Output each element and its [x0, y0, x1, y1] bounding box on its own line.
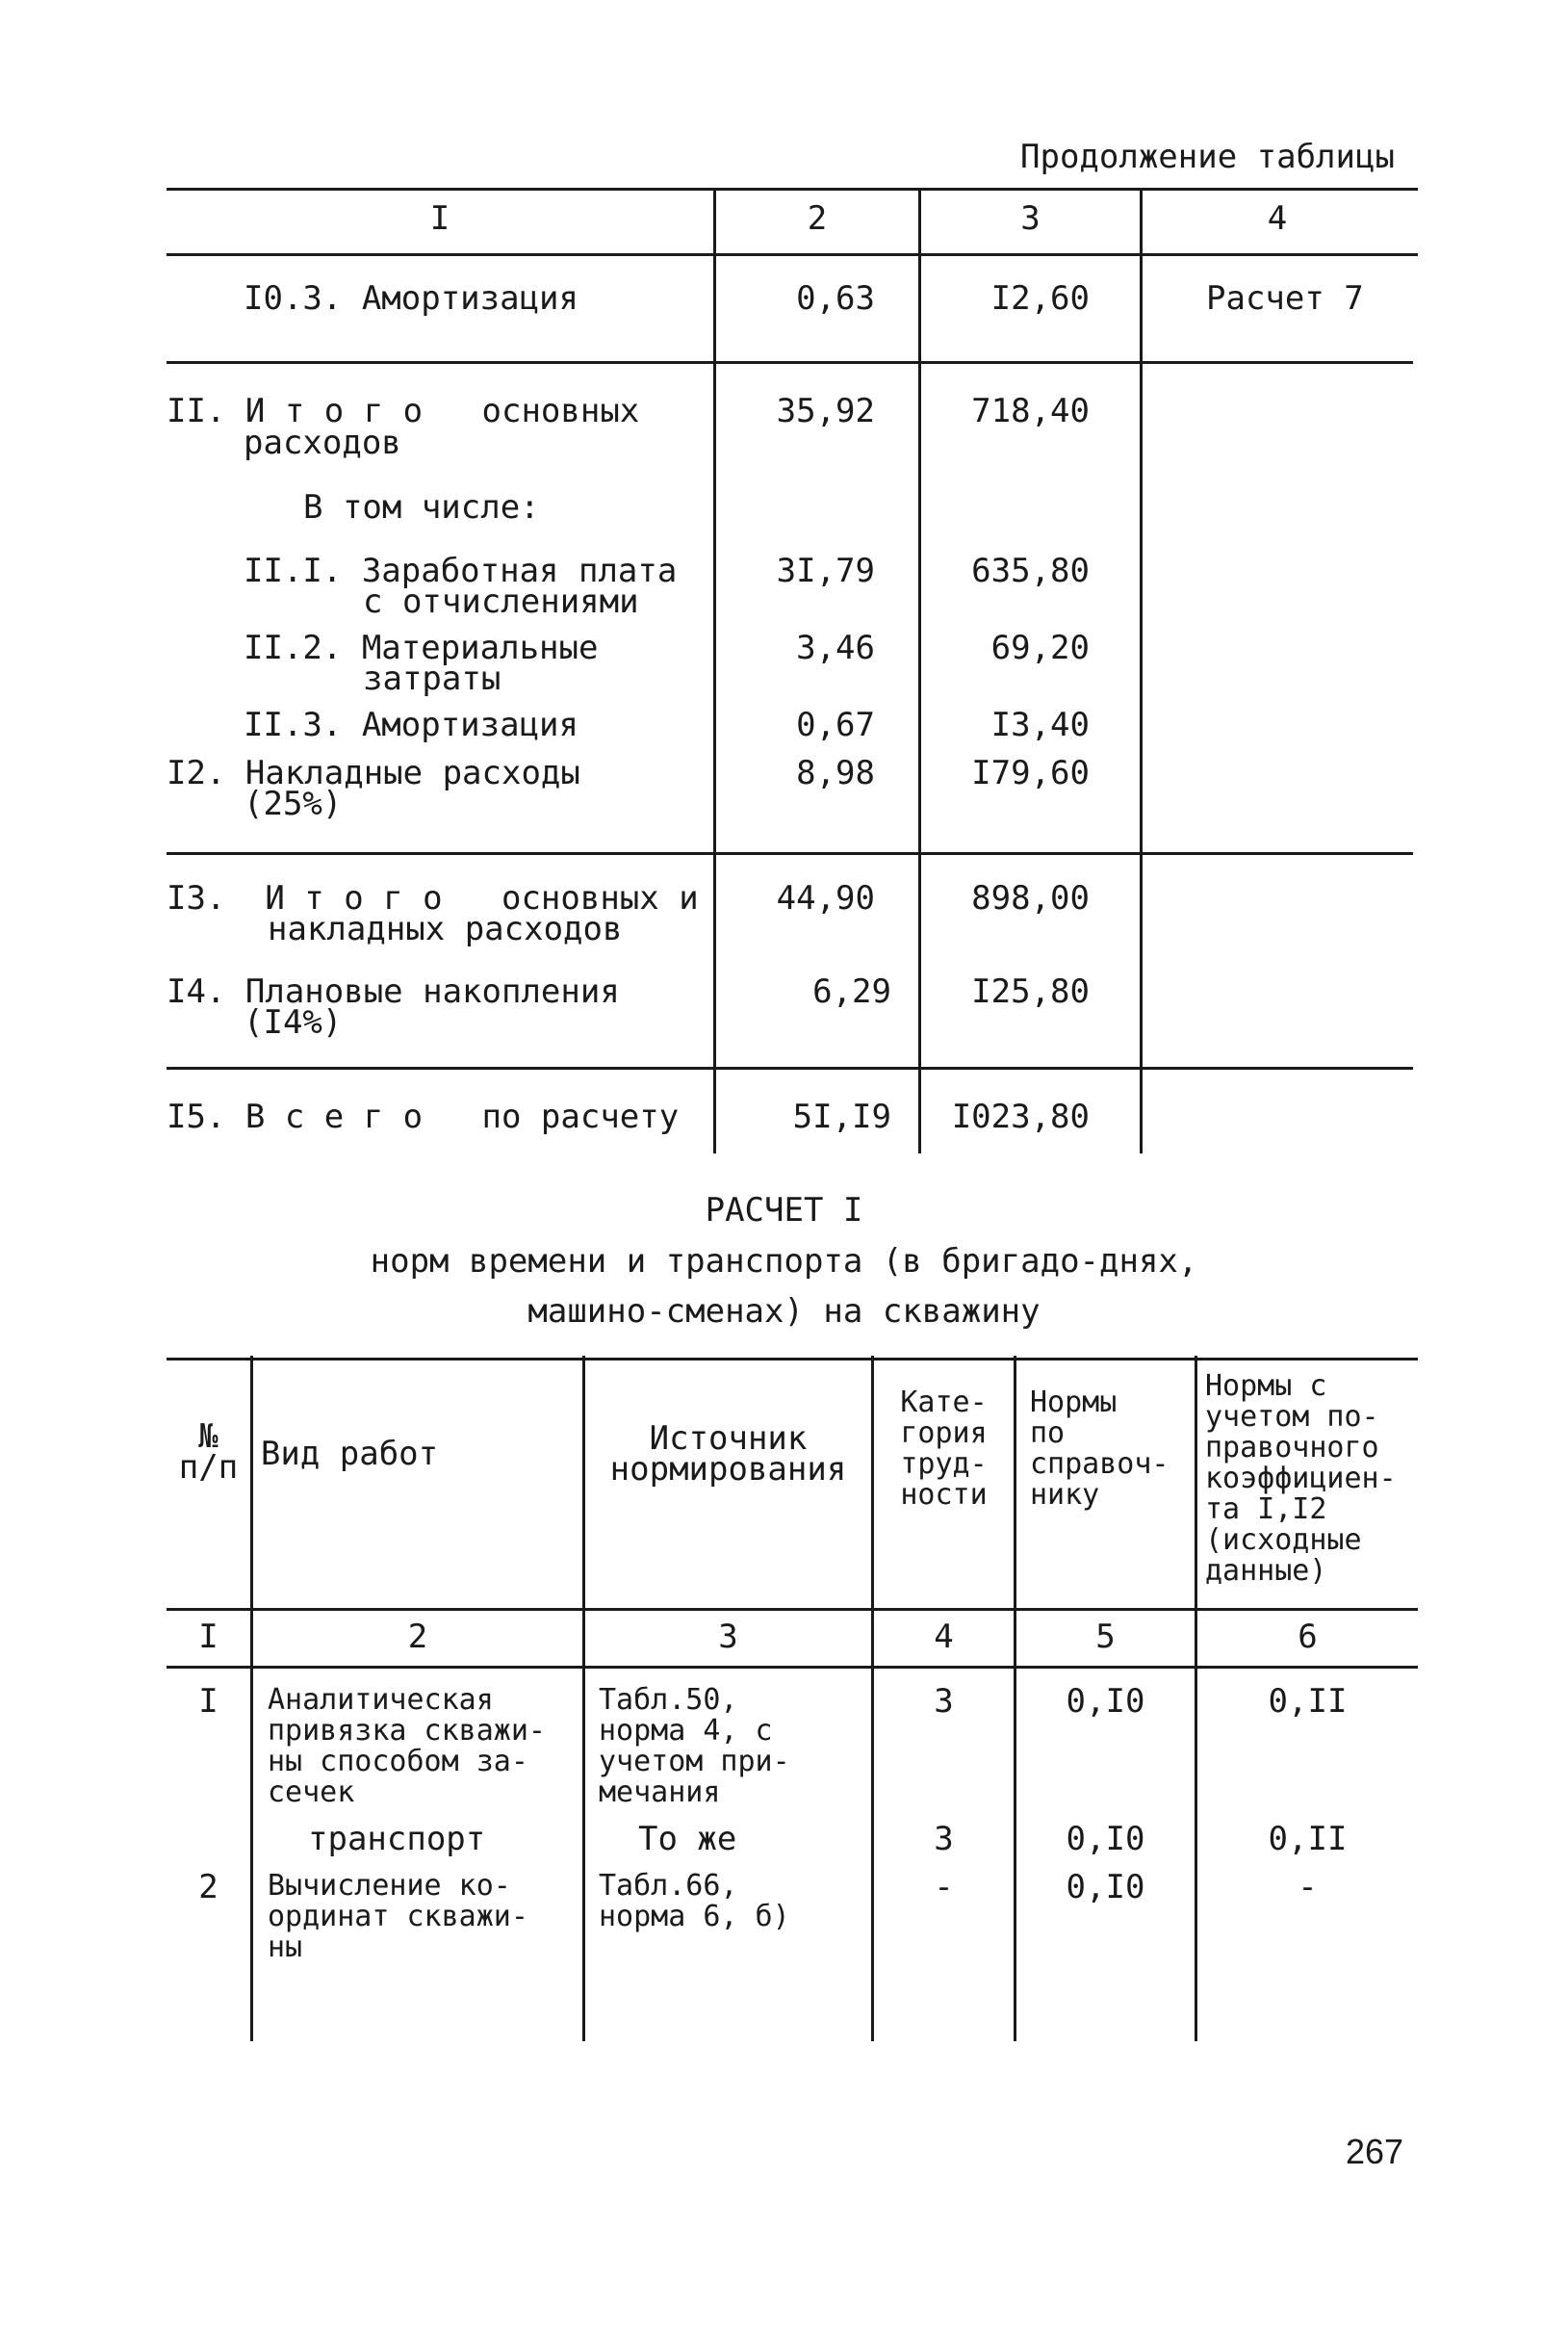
header-adjusted-norms: Нормы с	[1205, 1369, 1327, 1403]
header-norms: по	[1030, 1416, 1066, 1450]
row-value-2: 6,29	[812, 972, 891, 1011]
header-adjusted-norms: (исходные	[1205, 1523, 1362, 1557]
column-number: 4	[934, 1618, 954, 1656]
header-category: труд-	[900, 1447, 988, 1481]
row-work: сечек	[268, 1775, 355, 1809]
column-number: 6	[1298, 1618, 1318, 1656]
header-norms: нику	[1030, 1478, 1100, 1512]
column-divider	[918, 188, 921, 1153]
table-top-rule	[167, 188, 1418, 191]
continuation-label: Продолжение таблицы	[1020, 138, 1395, 176]
row-value-3: 635,80	[971, 552, 1090, 590]
table-header-rule	[167, 253, 1418, 256]
row-value-2: 35,92	[776, 392, 875, 430]
page-number: 267	[1346, 2132, 1404, 2171]
row-value-3: 69,20	[990, 629, 1090, 667]
row-value-3: I3,40	[990, 706, 1090, 744]
header-adjusted-norms: та I,I2	[1205, 1492, 1327, 1526]
section-subtitle: машино-сменах) на скважину	[527, 1292, 1041, 1331]
row-work: ны	[268, 1930, 303, 1964]
table-divider	[167, 1067, 1413, 1070]
row-source: норма 4, с	[599, 1714, 773, 1748]
section-subtitle: норм времени и транспорта (в бригадо-днях,	[370, 1242, 1198, 1281]
row-work: Вычисление ко-	[268, 1869, 511, 1903]
row-norm: 0,I0	[1066, 1820, 1145, 1858]
column-number: 2	[407, 1618, 428, 1656]
row-label-cont: расходов	[244, 424, 401, 462]
row-value-3: I023,80	[951, 1098, 1090, 1136]
row-work: привязка скважи-	[268, 1714, 546, 1748]
row-label: II.2. Материальные	[244, 629, 599, 667]
header-adjusted-norms: учетом по-	[1205, 1400, 1379, 1434]
row-label: II.3. Амортизация	[244, 706, 578, 744]
column-number: I	[198, 1618, 218, 1656]
header-work-type: Вид работ	[260, 1435, 439, 1473]
row-source: учетом при-	[599, 1745, 790, 1778]
row-number: 2	[198, 1868, 218, 1906]
row-label: I0.3. Амортизация	[244, 279, 578, 318]
header-adjusted-norms: правочного	[1205, 1431, 1379, 1464]
header-col-3: 3	[1020, 199, 1041, 238]
row-label: II. И т о г о основных	[167, 392, 640, 430]
row-label-cont: с отчислениями	[363, 583, 639, 621]
row-value-2: 44,90	[776, 879, 875, 918]
row-value-2: 3,46	[796, 629, 875, 667]
row-value-3: 898,00	[971, 879, 1090, 918]
row-source: То же	[638, 1820, 737, 1858]
row-category: 3	[934, 1820, 954, 1858]
table-divider	[167, 852, 1413, 855]
section-title: РАСЧЕТ I	[705, 1191, 863, 1230]
row-number: I	[198, 1682, 218, 1721]
row-value-3: I25,80	[971, 972, 1090, 1011]
header-number-sign: №	[198, 1417, 218, 1456]
row-source: норма 6, б)	[599, 1900, 790, 1933]
column-divider	[1140, 188, 1143, 1153]
row-label: I4. Плановые накопления	[167, 972, 620, 1011]
row-value-3: 718,40	[971, 392, 1090, 430]
row-norm: 0,I0	[1066, 1868, 1145, 1906]
header-category: Кате-	[900, 1386, 988, 1419]
row-label: I5. В с е г о по расчету	[167, 1098, 680, 1136]
row-norm: 0,I0	[1066, 1682, 1145, 1721]
row-label: II.I. Заработная плата	[244, 552, 678, 590]
row-label: I3. И т о г о основных и	[167, 879, 699, 918]
header-source: Источник	[649, 1419, 808, 1458]
header-col-1: I	[429, 199, 450, 238]
table-top-rule	[167, 1358, 1418, 1360]
row-norm-adjusted: 0,II	[1268, 1682, 1348, 1721]
row-norm-adjusted: -	[1298, 1868, 1318, 1906]
header-source: нормирования	[609, 1450, 847, 1489]
header-category: ности	[900, 1478, 988, 1512]
table-header-rule	[167, 1608, 1418, 1611]
column-number: 5	[1095, 1618, 1116, 1656]
row-label-cont: затраты	[363, 660, 501, 698]
row-category: -	[934, 1868, 954, 1906]
header-category: гория	[900, 1416, 988, 1450]
row-value-2: 5I,I9	[792, 1098, 891, 1136]
row-value-3: I2,60	[990, 279, 1090, 318]
header-norms: Нормы	[1030, 1386, 1118, 1419]
row-label-cont: (I4%)	[244, 1003, 343, 1042]
row-label-cont: (25%)	[244, 785, 343, 823]
row-value-2: 3I,79	[776, 552, 875, 590]
row-value-2: 0,67	[796, 706, 875, 744]
header-norms: справоч-	[1030, 1447, 1170, 1481]
subheading: В том числе:	[303, 488, 540, 527]
table-number-rule	[167, 1666, 1418, 1669]
row-work: транспорт	[308, 1820, 486, 1858]
header-number-sign: п/п	[178, 1448, 239, 1487]
header-col-4: 4	[1267, 199, 1288, 238]
row-work: ны способом за-	[268, 1745, 528, 1778]
row-value-2: 8,98	[796, 754, 875, 792]
row-norm-adjusted: 0,II	[1268, 1820, 1348, 1858]
row-source: Табл.66,	[599, 1869, 738, 1903]
row-source: мечания	[599, 1775, 721, 1809]
table-divider	[167, 361, 1413, 364]
row-work: Аналитическая	[268, 1683, 494, 1717]
row-value-3: I79,60	[971, 754, 1090, 792]
column-number: 3	[718, 1618, 738, 1656]
row-label: I2. Накладные расходы	[167, 754, 580, 792]
column-divider	[713, 188, 716, 1153]
row-value-4: Расчет 7	[1206, 279, 1364, 318]
row-value-2: 0,63	[796, 279, 875, 318]
row-source: Табл.50,	[599, 1683, 738, 1717]
header-col-2: 2	[807, 199, 828, 238]
row-category: 3	[934, 1682, 954, 1721]
header-adjusted-norms: данные)	[1205, 1554, 1327, 1588]
header-adjusted-norms: коэффициен-	[1205, 1462, 1397, 1495]
row-label-cont: накладных расходов	[268, 910, 623, 948]
row-work: ординат скважи-	[268, 1900, 528, 1933]
